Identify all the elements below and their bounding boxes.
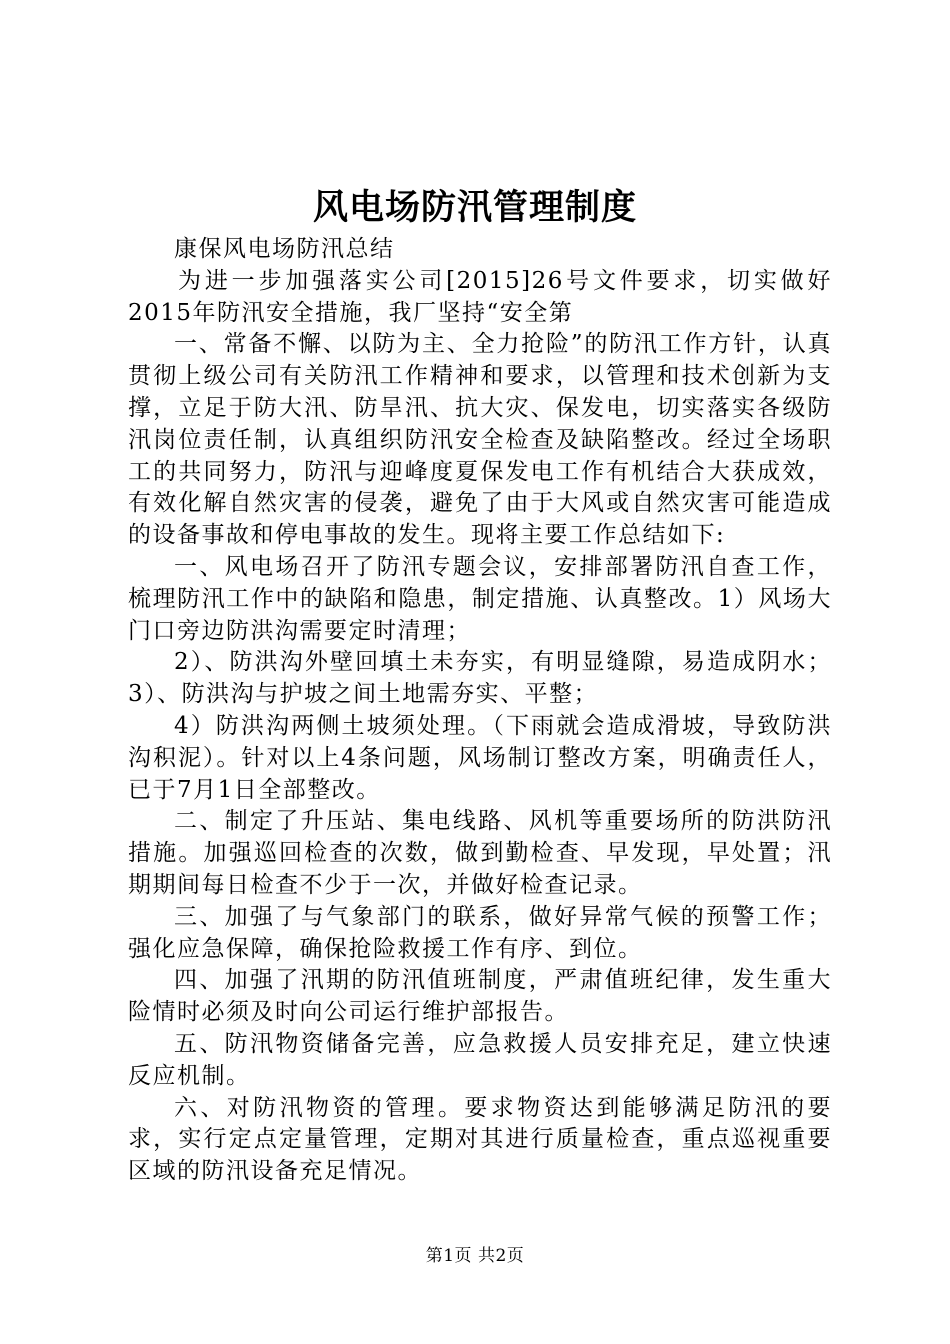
document-body	[128, 234, 832, 1188]
paragraph-item-1-4: 4）防洪沟两侧土坡须处理。（下雨就会造成滑坡，导致防洪沟积泥）。针对以上4条问题，风场制订整改方案，明确责任人，已于7月1日全部整改。	[128, 712, 832, 803]
paragraph-item-4: 四、加强了汛期的防汛值班制度，严肃值班纪律，发生重大险情时必须及时向公司运行维护部报告。	[128, 967, 832, 1026]
paragraph-policy: 一、常备不懈、以防为主、全力抢险”的防汛工作方针，认真贯彻上级公司有关防汛工作精神和要求，以管理和技术创新为支撑，立足于防大汛、防旱汛、抗大灾、保发电，切实落实各级防汛岗位责任制，认真组织防汛安全检查及缺陷整改。经过全场职工的共同努力，防汛与迎峰度夏保发电工作有机结合大获成效，有效化解自然灾害的侵袭，避免了由于大风或自然灾害可能造成的设备事故和停电事故的发生。现将主要工作总结如下:	[128, 331, 832, 549]
paragraph-item-6: 六、对防汛物资的管理。要求物资达到能够满足防汛的要求，实行定点定量管理，定期对其进行质量检查，重点巡视重要区域的防汛设备充足情况。	[128, 1094, 832, 1185]
paragraph-intro: 为进一步加强落实公司[2015]26号文件要求，切实做好2015年防汛安全措施，我厂坚持“安全第	[128, 267, 832, 326]
paragraph-item-3: 三、加强了与气象部门的联系，做好异常气候的预警工作；强化应急保障，确保抢险救援工作有序、到位。	[128, 903, 832, 962]
paragraph-item-5: 五、防汛物资储备完善，应急救援人员安排充足，建立快速反应机制。	[128, 1030, 832, 1089]
document-title: 风电场防汛管理制度	[312, 187, 637, 228]
paragraph-item-2: 二、制定了升压站、集电线路、风机等重要场所的防洪防汛措施。加强巡回检查的次数，做到勤检查、早发现，早处置；汛期期间每日检查不少于一次，并做好检查记录。	[128, 808, 832, 898]
paragraph-subtitle: 康保风电场防汛总结	[174, 236, 395, 262]
paragraph-item-1: 一、风电场召开了防汛专题会议，安排部署防汛自查工作，梳理防汛工作中的缺陷和隐患，制定措施、认真整改。1）风场大门口旁边防洪沟需要定时清理；	[128, 553, 832, 644]
page-footer: 第1页 共2页	[425, 1246, 525, 1266]
paragraph-item-1-2: 2）、防洪沟外壁回填土未夯实，有明显缝隙，易造成阴水；3）、防洪沟与护坡之间土地需夯实、平整；	[128, 649, 832, 708]
